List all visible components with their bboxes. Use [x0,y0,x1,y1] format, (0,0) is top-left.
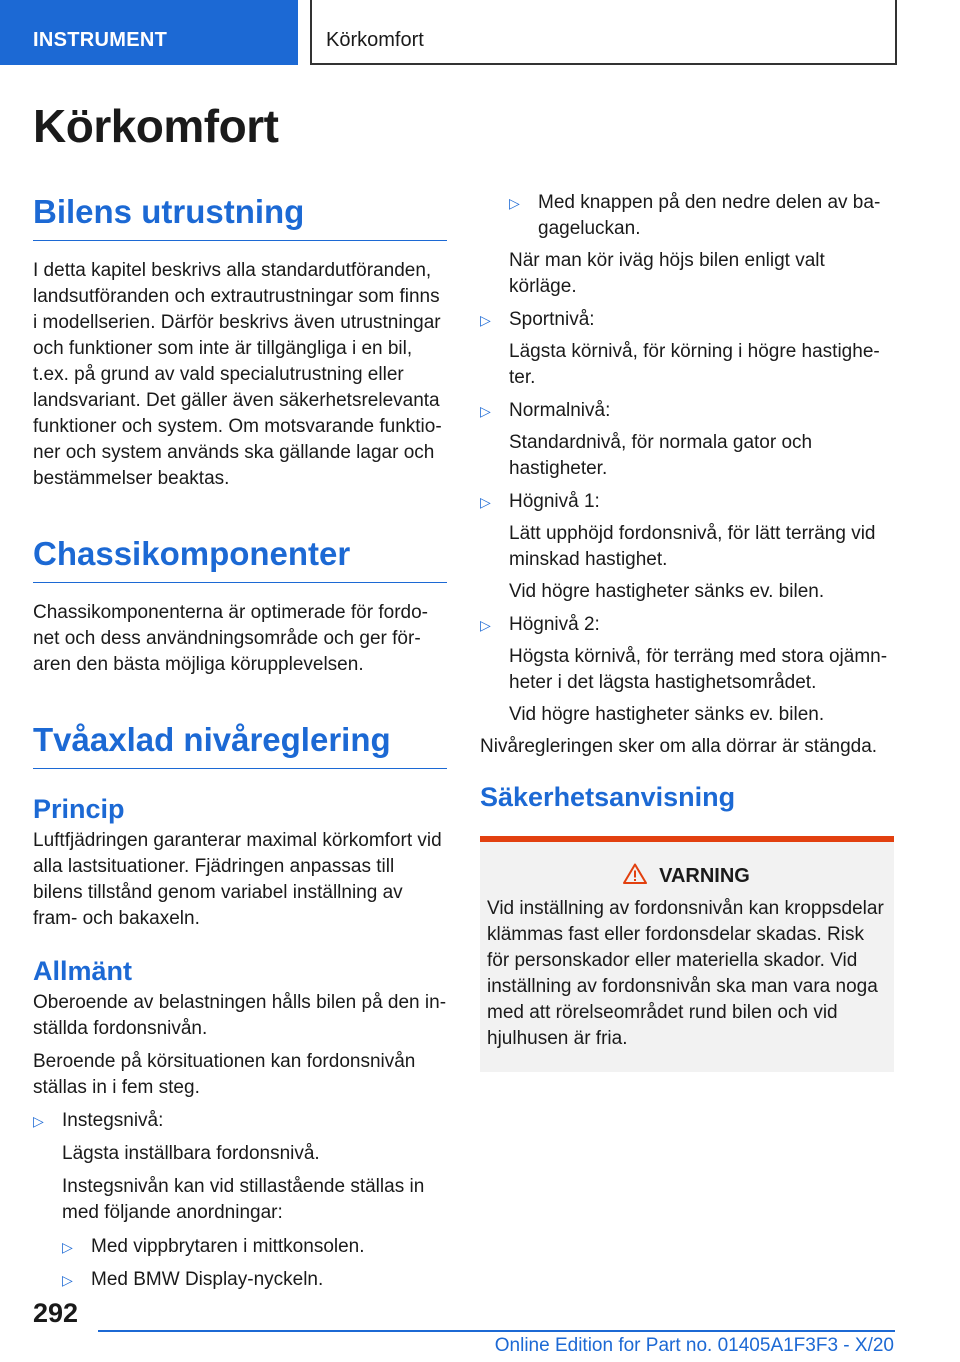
hog1-note: Vid högre hastigheter sänks ev. bilen. [509,581,825,602]
header-topic-label: Körkomfort [326,29,424,51]
warning-box [480,836,894,1072]
hog1-desc: Lätt upphöjd fordonsnivå, för lätt terräng vid minskad hastighet. [509,523,876,570]
sub-list-item-vippbrytare [33,1234,447,1260]
closing-paragraph: Nivåregleringen sker om alla dörrar är stängda. [480,736,878,757]
left-column [33,98,447,1293]
list-item-label: Sportnivå: [509,309,595,330]
sub-list-item-label: Med vippbrytaren i mittkonsolen. [91,1236,365,1257]
normal-desc: Standardnivå, för normala gator och hastigheter. [509,432,813,479]
list-item-label: Instegsnivå: [62,1110,164,1131]
heading-allmant: Allmänt [33,956,133,986]
triangle-right-icon: ▷ [62,1239,73,1255]
page-title: Körkomfort [33,100,279,152]
allmant-paragraph-2: Beroende på körsituationen kan fordonsnivån ställas in i fem steg. [33,1051,416,1098]
raise-note: När man kör iväg höjs bilen enligt valt körläge. [509,250,825,297]
list-item-normalniva [480,398,894,424]
header-section-tab [0,0,298,65]
page-number: 292 [33,1298,79,1328]
triangle-right-icon: ▷ [480,403,491,419]
allmant-paragraph-1: Oberoende av belastningen hålls bilen på den inställda fordonsnivån. [33,992,447,1039]
sub-list-item-display-key [33,1267,447,1293]
hog2-note: Vid högre hastigheter sänks ev. bilen. [509,704,825,725]
chassis-paragraph: Chassikomponenterna är optimerade för fordonet och dess användningsområde och ger föraren den bästa möjliga körupplevelsen. [33,602,428,675]
header-section-label: INSTRUMENT [33,29,168,51]
sub-list-item-label: Med knappen på den nedre delen av bagageluckan. [538,192,881,239]
warning-body: Vid inställning av fordonsnivån kan kroppsdelar klämmas fast eller fordonsdelar skadas. Risk för personskador eller materiella skador. Vid inställning av fordonsnivån ska man vara noga med att rörelseområdet rund bilen och vid hjulhusen är fria. [487,898,884,1049]
list-item-label: Högnivå 1: [509,491,600,512]
sport-desc: Lägsta körnivå, för körning i högre hastigheter. [509,341,880,388]
hog2-desc: Högsta körnivå, för terräng med stora ojämnheter i det lägsta hastighetsområdet. [509,646,888,693]
list-item-label: Normalnivå: [509,400,611,421]
heading-tvaaxlad-nivareglering: Tvåaxlad nivåreglering [33,720,447,769]
header-topic-box [310,0,897,65]
triangle-right-icon: ▷ [509,195,520,211]
list-item-instegsniva [33,1108,447,1134]
heading-chassikomponenter: Chassikomponenter [33,534,447,583]
footer-divider [98,1330,895,1332]
instegs-desc: Lägsta inställbara fordonsnivå. [62,1143,320,1164]
warning-triangle-icon [623,863,647,884]
triangle-right-icon: ▷ [480,617,491,633]
list-item-label: Högnivå 2: [509,614,600,635]
list-item-hogniva-1 [480,489,894,515]
instegs-note: Instegsnivån kan vid stillastående ställas in med följande anordningar: [62,1176,425,1223]
list-item-hogniva-2 [480,612,894,638]
triangle-right-icon: ▷ [33,1113,44,1129]
triangle-right-icon: ▷ [62,1272,73,1288]
intro-paragraph: I detta kapitel beskrivs alla standardutföranden, landsutföranden och extrautrustningar som finns i modellserien. Därför beskrivs även utrustningar och funktioner som inte är tillgängliga i en bil, t.ex. på grund av vald specialutrustning eller landsvariant. Det gäller även säkerhetsrelevanta funktioner och system. Om motsvarande funktioner och system används ska gällande lagar och bestämmelser beaktas. [33,260,442,489]
triangle-right-icon: ▷ [480,312,491,328]
warning-header [487,862,886,890]
heading-bilens-utrustning: Bilens utrustning [33,192,447,241]
heading-princip: Princip [33,794,125,824]
right-column [480,190,894,1072]
warning-title: VARNING [659,865,750,887]
list-item-sportniva [480,307,894,333]
heading-sakerhetsanvisning: Säkerhetsanvisning [480,782,736,812]
princip-paragraph: Luftfjädringen garanterar maximal körkomfort vid alla lastsituationer. Fjädringen anpassas till bilens tillstånd genom variabel inställning av fram- och bakaxeln. [33,830,442,929]
sub-list-item-bagagelucka [480,190,894,242]
triangle-right-icon: ▷ [480,494,491,510]
footer-edition: Online Edition for Part no. 01405A1F3F3 - X/20 [494,1335,894,1356]
sub-list-item-label: Med BMW Display-nyckeln. [91,1269,324,1290]
